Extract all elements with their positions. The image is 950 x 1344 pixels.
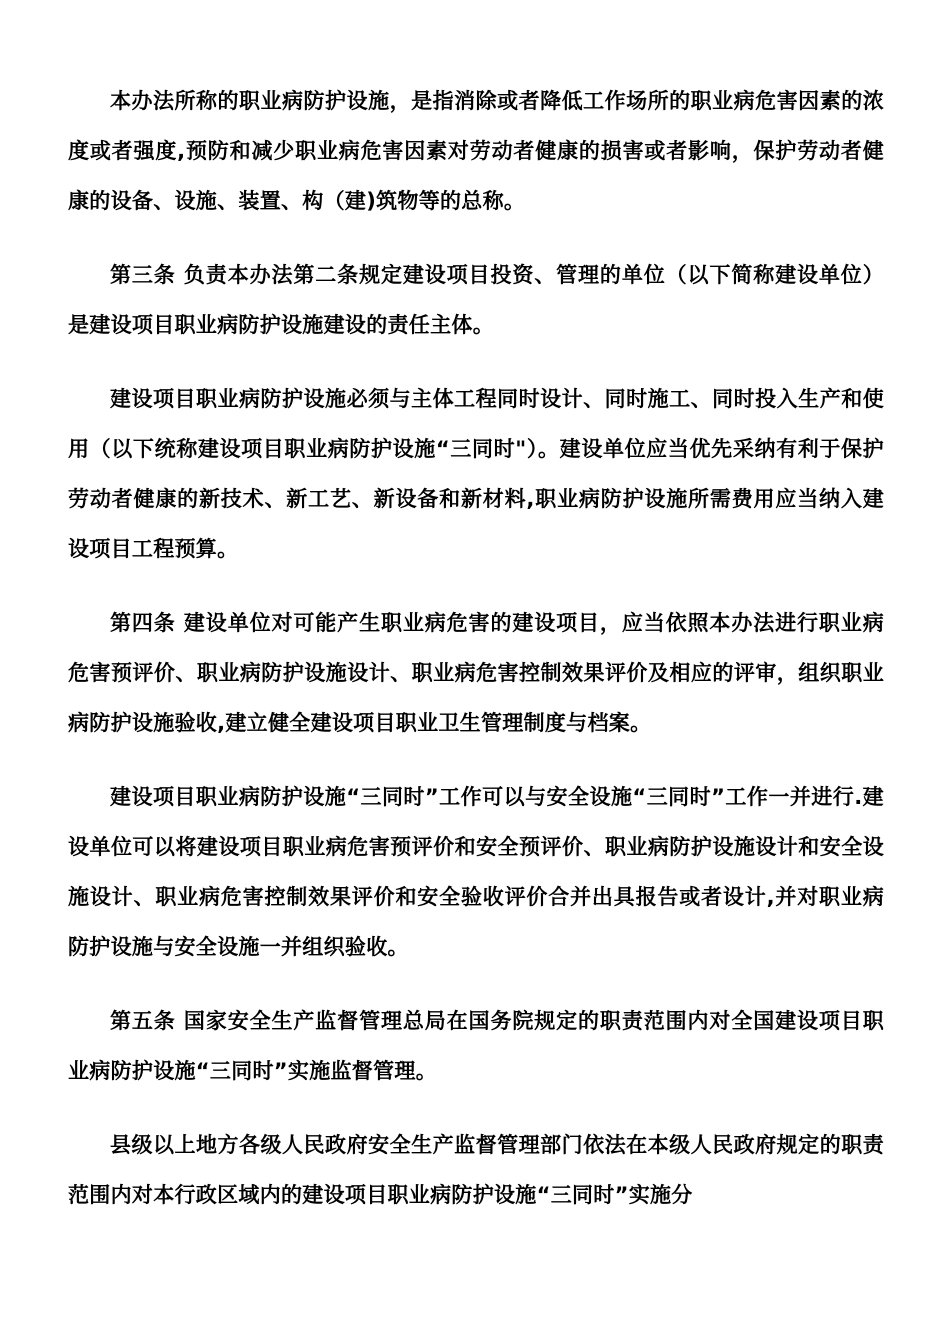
paragraph-article-3: 第三条 负责本办法第二条规定建设项目投资、管理的单位（以下简称建设单位）是建设项目职业病防护设施建设的责任主体。 (68, 263, 884, 337)
paragraph-three-simultaneities: 建设项目职业病防护设施必须与主体工程同时设计、同时施工、同时投入生产和使用（以下统称建设项目职业病防护设施“三同时"）。建设单位应当优先采纳有利于保护劳动者健康的新技术、新工艺、新设备和新材料,职业病防护设施所需费用应当纳入建设项目工程预算。 (68, 387, 884, 561)
paragraph-local-supervision: 县级以上地方各级人民政府安全生产监督管理部门依法在本级人民政府规定的职责范围内对本行政区域内的建设项目职业病防护设施“三同时”实施分 (68, 1133, 884, 1207)
paragraph-combined-work: 建设项目职业病防护设施“三同时”工作可以与安全设施“三同时”工作一并进行.建设单位可以将建设项目职业病危害预评价和安全预评价、职业病防护设施设计和安全设施设计、职业病危害控制效果评价和安全验收评价合并出具报告或者设计,并对职业病防护设施与安全设施一并组织验收。 (68, 785, 884, 959)
paragraph-article-5: 第五条 国家安全生产监督管理总局在国务院规定的职责范围内对全国建设项目职业病防护设施“三同时”实施监督管理。 (68, 1009, 884, 1083)
document-page (68, 76, 884, 1244)
paragraph-article-4: 第四条 建设单位对可能产生职业病危害的建设项目，应当依照本办法进行职业病危害预评价、职业病防护设施设计、职业病危害控制效果评价及相应的评审，组织职业病防护设施验收,建立健全建设项目职业卫生管理制度与档案。 (68, 611, 884, 735)
paragraph-protective-facilities-definition: 本办法所称的职业病防护设施，是指消除或者降低工作场所的职业病危害因素的浓度或者强度,预防和减少职业病危害因素对劳动者健康的损害或者影响，保护劳动者健康的设备、设施、装置、构（建)筑物等的总称。 (68, 89, 884, 213)
